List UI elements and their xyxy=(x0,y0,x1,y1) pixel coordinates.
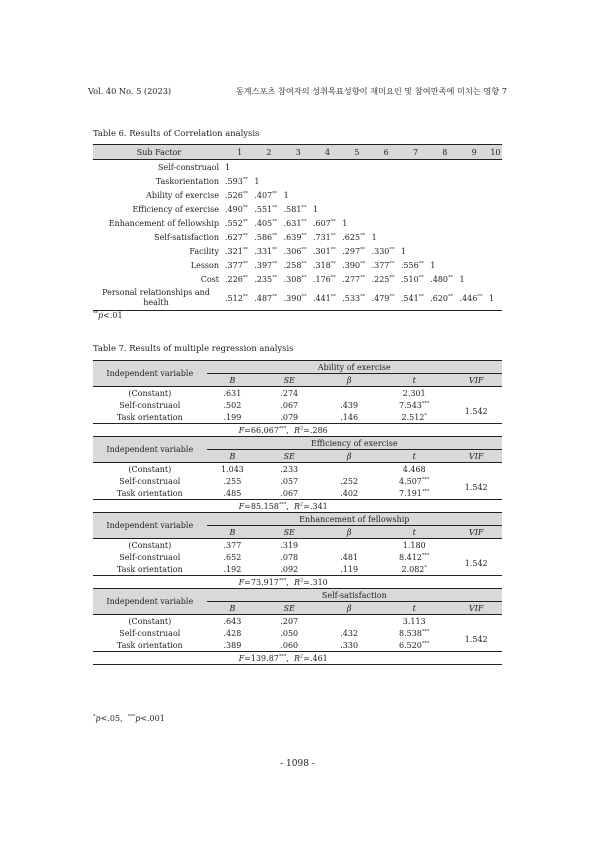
model-fit-stats: F=66.067***, $R^2=.286$ xyxy=(207,424,502,437)
table-row xyxy=(93,174,502,188)
dependent-variable-header: Enhancement of fellowship xyxy=(207,513,502,526)
table-cell: 8.538*** xyxy=(398,627,430,638)
table-cell: .146 xyxy=(340,412,359,422)
variable-name: Self-construaol xyxy=(119,476,181,486)
dependent-variable-header: Ability of exercise xyxy=(207,361,502,374)
table-row xyxy=(93,160,502,175)
table-cell: .652 xyxy=(223,552,242,562)
table-cell: .607** xyxy=(312,217,336,228)
table-cell: .620** xyxy=(430,292,453,303)
table-cell: .490** xyxy=(225,203,248,214)
table-cell: .485 xyxy=(223,488,242,498)
table-cell xyxy=(460,230,489,244)
table-cell: 1 xyxy=(488,293,494,303)
table-cell: .639** xyxy=(283,231,307,242)
table-cell: .330 xyxy=(340,640,359,650)
table-cell xyxy=(401,174,430,188)
table-cell: .255 xyxy=(223,476,242,486)
table-cell xyxy=(489,244,502,258)
table-cell: 2.082* xyxy=(401,563,427,574)
table-cell: .306** xyxy=(283,245,307,256)
table-cell: .390** xyxy=(342,259,366,270)
table-cell: .321** xyxy=(225,245,248,256)
table-cell xyxy=(254,160,283,175)
column-header: β xyxy=(320,450,378,463)
table-cell: .297** xyxy=(342,245,366,256)
table-cell: .631 xyxy=(223,388,242,398)
variable-name: (Constant) xyxy=(128,540,172,550)
table-row xyxy=(93,399,502,411)
table-cell xyxy=(372,188,401,202)
table-cell xyxy=(460,202,489,216)
table-cell: 1 xyxy=(430,260,436,270)
column-header: SE xyxy=(258,526,320,539)
column-header: B xyxy=(207,526,259,539)
table-cell: .330** xyxy=(371,245,395,256)
paper-running-title: 동계스포츠 참여자의 성취목표성향이 재미요인 및 참여만족에 미치는 영향 7 xyxy=(235,86,507,96)
table-cell xyxy=(93,652,207,665)
variable-name: Task orientation xyxy=(116,640,183,650)
table-cell xyxy=(489,160,502,175)
table-cell: .377 xyxy=(223,540,242,550)
table-cell xyxy=(430,160,459,175)
dependent-variable-header: Self-satisfaction xyxy=(207,589,502,602)
row-label: Enhancement of fellowship xyxy=(108,218,219,228)
table-cell: .407** xyxy=(254,189,278,200)
table-cell: .439 xyxy=(340,400,359,410)
table-cell xyxy=(460,160,489,175)
table-cell: .060 xyxy=(280,640,299,650)
table-cell: .526** xyxy=(225,189,248,200)
table-cell xyxy=(401,216,430,230)
table-cell: .402 xyxy=(340,488,359,498)
column-header: t xyxy=(378,450,450,463)
column-header: 6 xyxy=(372,145,401,160)
table-cell: 7.543*** xyxy=(398,399,430,410)
row-label: Efficiency of exercise xyxy=(132,204,219,214)
row-label: Facility xyxy=(189,246,219,256)
table-cell: 3.113 xyxy=(402,616,426,626)
table-cell xyxy=(372,216,401,230)
column-header: t xyxy=(378,374,450,387)
table-cell: 1 xyxy=(342,218,348,228)
table-row xyxy=(93,387,502,400)
table-cell xyxy=(489,258,502,272)
table-cell xyxy=(313,160,342,175)
column-header: 8 xyxy=(430,145,459,160)
table-cell: 1.043 xyxy=(220,464,244,474)
independent-variable-header: Independent variable xyxy=(93,513,207,539)
table-cell: .078 xyxy=(280,552,299,562)
table-cell xyxy=(489,216,502,230)
table-cell: .233 xyxy=(280,464,299,474)
table-cell xyxy=(401,160,430,175)
table-cell: .428 xyxy=(223,628,242,638)
independent-variable-header: Independent variable xyxy=(93,437,207,463)
table-cell: 4.468 xyxy=(402,464,426,474)
table-cell: .235** xyxy=(254,273,278,284)
vif-value: 1.542 xyxy=(464,634,488,644)
running-header xyxy=(88,86,507,97)
table-row xyxy=(93,230,502,244)
table-cell: .446** xyxy=(459,292,483,303)
table-cell: .199 xyxy=(223,412,242,422)
variable-name: Task orientation xyxy=(116,488,183,498)
table-cell: .252 xyxy=(340,476,359,486)
table-row xyxy=(93,202,502,216)
table-cell: .377** xyxy=(371,259,395,270)
vif-value: 1.542 xyxy=(464,482,488,492)
table-row xyxy=(93,551,502,563)
table-cell xyxy=(93,576,207,589)
column-header: VIF xyxy=(450,450,502,463)
table-row xyxy=(93,258,502,272)
table-cell: .331** xyxy=(254,245,278,256)
table-cell xyxy=(401,202,430,216)
column-header: SE xyxy=(258,374,320,387)
table-cell: .405** xyxy=(254,217,278,228)
table-cell: 8.412*** xyxy=(398,551,430,562)
table-cell: 2.301 xyxy=(402,388,426,398)
variable-name: (Constant) xyxy=(128,388,172,398)
table-row xyxy=(93,475,502,487)
table-cell: 1 xyxy=(459,274,465,284)
row-label: Cost xyxy=(200,274,219,284)
table-cell: .092 xyxy=(280,564,299,574)
table-cell xyxy=(430,216,459,230)
table-cell: .377** xyxy=(225,259,248,270)
table-cell: .581** xyxy=(283,203,307,214)
table-row xyxy=(93,463,502,476)
row-label: Lesson xyxy=(190,260,219,270)
table-row xyxy=(93,563,502,576)
table-cell xyxy=(460,188,489,202)
page-number: - 1098 - xyxy=(280,759,315,769)
table-row xyxy=(93,216,502,230)
table-cell: .318** xyxy=(312,259,336,270)
table-cell: 1 xyxy=(254,176,260,186)
table-row xyxy=(93,411,502,424)
column-header: 9 xyxy=(460,145,489,160)
table-row xyxy=(93,539,502,552)
table-cell: .552** xyxy=(225,217,248,228)
table-cell: .586** xyxy=(254,231,278,242)
table-cell xyxy=(430,244,459,258)
column-header: B xyxy=(207,374,259,387)
table-cell xyxy=(489,272,502,286)
variable-name: Self-construaol xyxy=(119,552,181,562)
sub-factor-header: Sub Factor xyxy=(93,145,225,160)
table-cell xyxy=(489,188,502,202)
table-cell xyxy=(430,202,459,216)
table-cell: .050 xyxy=(280,628,299,638)
table-cell: .480** xyxy=(430,273,453,284)
table-row xyxy=(93,627,502,639)
table-cell xyxy=(489,202,502,216)
independent-variable-header: Independent variable xyxy=(93,589,207,615)
table-cell: 6.520*** xyxy=(398,639,430,650)
table-cell: .479** xyxy=(371,292,395,303)
column-header: β xyxy=(320,374,378,387)
table-cell: .512** xyxy=(225,292,248,303)
table-cell: .067 xyxy=(280,400,299,410)
table-cell: .541** xyxy=(400,292,424,303)
variable-name: (Constant) xyxy=(128,464,172,474)
table-cell: .643 xyxy=(223,616,242,626)
model-fit-stats: F=139.87***, $R^2=.461$ xyxy=(207,652,502,665)
table-cell xyxy=(320,615,378,628)
table-cell: 7.191*** xyxy=(398,487,430,498)
table-cell: .390** xyxy=(283,292,307,303)
dependent-variable-header: Efficiency of exercise xyxy=(207,437,502,450)
table-cell xyxy=(284,160,313,175)
table-cell: 2.512* xyxy=(401,411,427,422)
table-cell: 1 xyxy=(400,246,406,256)
table-cell: .192 xyxy=(223,564,242,574)
model-fit-stats: F=85.158***, $R^2=.341$ xyxy=(207,500,502,513)
column-header: t xyxy=(378,526,450,539)
table-cell: 4.507*** xyxy=(398,475,430,486)
row-label: Ability of exercise xyxy=(146,190,219,200)
table-row xyxy=(93,487,502,500)
table-cell: .057 xyxy=(280,476,299,486)
table-cell xyxy=(320,539,378,552)
column-header: SE xyxy=(258,450,320,463)
column-header: VIF xyxy=(450,526,502,539)
table-cell: .432 xyxy=(340,628,359,638)
table-cell xyxy=(372,202,401,216)
row-label: Taskorientation xyxy=(155,176,219,186)
row-label: Personal relationships and health xyxy=(102,288,210,307)
column-header: 3 xyxy=(284,145,313,160)
table-cell xyxy=(342,160,371,175)
column-header: 10 xyxy=(489,145,502,160)
table-row xyxy=(93,272,502,286)
table-cell xyxy=(430,188,459,202)
table-cell: .308** xyxy=(283,273,307,284)
table7-note: *p<.05, ***p<.001 xyxy=(93,713,165,723)
column-header: β xyxy=(320,602,378,615)
journal-volume: Vol. 40 No. 5 (2023) xyxy=(88,86,172,96)
row-label: Self-construaol xyxy=(157,162,219,172)
table-cell xyxy=(450,615,502,628)
table-cell xyxy=(342,202,371,216)
table-cell: 1 xyxy=(225,162,231,172)
variable-name: Task orientation xyxy=(116,564,183,574)
table-cell xyxy=(460,244,489,258)
table-cell: .533** xyxy=(342,292,366,303)
table-cell xyxy=(342,174,371,188)
table-cell: .319 xyxy=(280,540,299,550)
table-row xyxy=(93,188,502,202)
independent-variable-header: Independent variable xyxy=(93,361,207,387)
table-cell: .079 xyxy=(280,412,299,422)
table-cell xyxy=(320,387,378,400)
regression-table xyxy=(93,360,502,665)
table-cell xyxy=(401,230,430,244)
table-cell: .225** xyxy=(371,273,395,284)
table-cell xyxy=(489,230,502,244)
table-cell xyxy=(430,174,459,188)
table6-note: **p<.01 xyxy=(93,310,123,320)
table-row xyxy=(93,615,502,628)
table-cell: .226** xyxy=(225,273,248,284)
column-header: 7 xyxy=(401,145,430,160)
column-header: VIF xyxy=(450,374,502,387)
table-cell: .119 xyxy=(340,564,359,574)
table-cell xyxy=(313,188,342,202)
table-cell xyxy=(450,463,502,476)
table-cell: .389 xyxy=(223,640,242,650)
table-cell xyxy=(450,539,502,552)
table-cell: 1 xyxy=(371,232,377,242)
table-row xyxy=(93,639,502,652)
table-cell xyxy=(313,174,342,188)
table-cell: .481 xyxy=(340,552,359,562)
column-header: 1 xyxy=(225,145,254,160)
table-cell: .067 xyxy=(280,488,299,498)
table-cell: .301** xyxy=(312,245,336,256)
variable-name: Task orientation xyxy=(116,412,183,422)
column-header: 2 xyxy=(254,145,283,160)
table-cell xyxy=(460,258,489,272)
table-cell: .441** xyxy=(312,292,336,303)
table-cell xyxy=(460,216,489,230)
table-cell: .487** xyxy=(254,292,278,303)
model-fit-stats: F=73.917***, $R^2=.310$ xyxy=(207,576,502,589)
table-cell: .274 xyxy=(280,388,299,398)
table-cell: .625** xyxy=(342,231,366,242)
table-row xyxy=(93,286,502,311)
table-cell xyxy=(93,500,207,513)
correlation-table xyxy=(93,144,502,311)
variable-name: Self-construaol xyxy=(119,628,181,638)
column-header: 5 xyxy=(342,145,371,160)
table-cell xyxy=(460,174,489,188)
table-cell xyxy=(430,230,459,244)
table-cell xyxy=(489,174,502,188)
column-header: β xyxy=(320,526,378,539)
table-cell: .176** xyxy=(312,273,336,284)
table-cell: .258** xyxy=(283,259,307,270)
vif-value: 1.542 xyxy=(464,558,488,568)
table-cell xyxy=(372,174,401,188)
table-cell: .397** xyxy=(254,259,278,270)
table-cell: .207 xyxy=(280,616,299,626)
row-label: Self-satisfaction xyxy=(154,232,219,242)
table-cell xyxy=(342,188,371,202)
table-cell: .502 xyxy=(223,400,242,410)
table-cell xyxy=(284,174,313,188)
table-row xyxy=(93,244,502,258)
table6-caption: Table 6. Results of Correlation analysis xyxy=(93,128,260,138)
table-cell: .731** xyxy=(312,231,336,242)
variable-name: (Constant) xyxy=(128,616,172,626)
table-cell xyxy=(372,160,401,175)
table-cell: .593** xyxy=(225,175,248,186)
column-header: B xyxy=(207,602,259,615)
table-cell: 1 xyxy=(283,190,289,200)
table-cell xyxy=(93,424,207,437)
table-cell xyxy=(401,188,430,202)
vif-value: 1.542 xyxy=(464,406,488,416)
table-cell: .631** xyxy=(283,217,307,228)
table-cell: 1.180 xyxy=(402,540,426,550)
column-header: SE xyxy=(258,602,320,615)
table-cell: .551** xyxy=(254,203,278,214)
table-cell: 1 xyxy=(312,204,319,214)
variable-name: Self-construaol xyxy=(119,400,181,410)
table7-caption: Table 7. Results of multiple regression analysis xyxy=(93,343,294,353)
table-cell xyxy=(320,463,378,476)
table-cell: .510** xyxy=(400,273,424,284)
column-header: VIF xyxy=(450,602,502,615)
table-cell: .556** xyxy=(400,259,424,270)
table-cell xyxy=(450,387,502,400)
column-header: 4 xyxy=(313,145,342,160)
column-header: t xyxy=(378,602,450,615)
column-header: B xyxy=(207,450,259,463)
table-cell: .277** xyxy=(342,273,366,284)
table-cell: .627** xyxy=(225,231,248,242)
